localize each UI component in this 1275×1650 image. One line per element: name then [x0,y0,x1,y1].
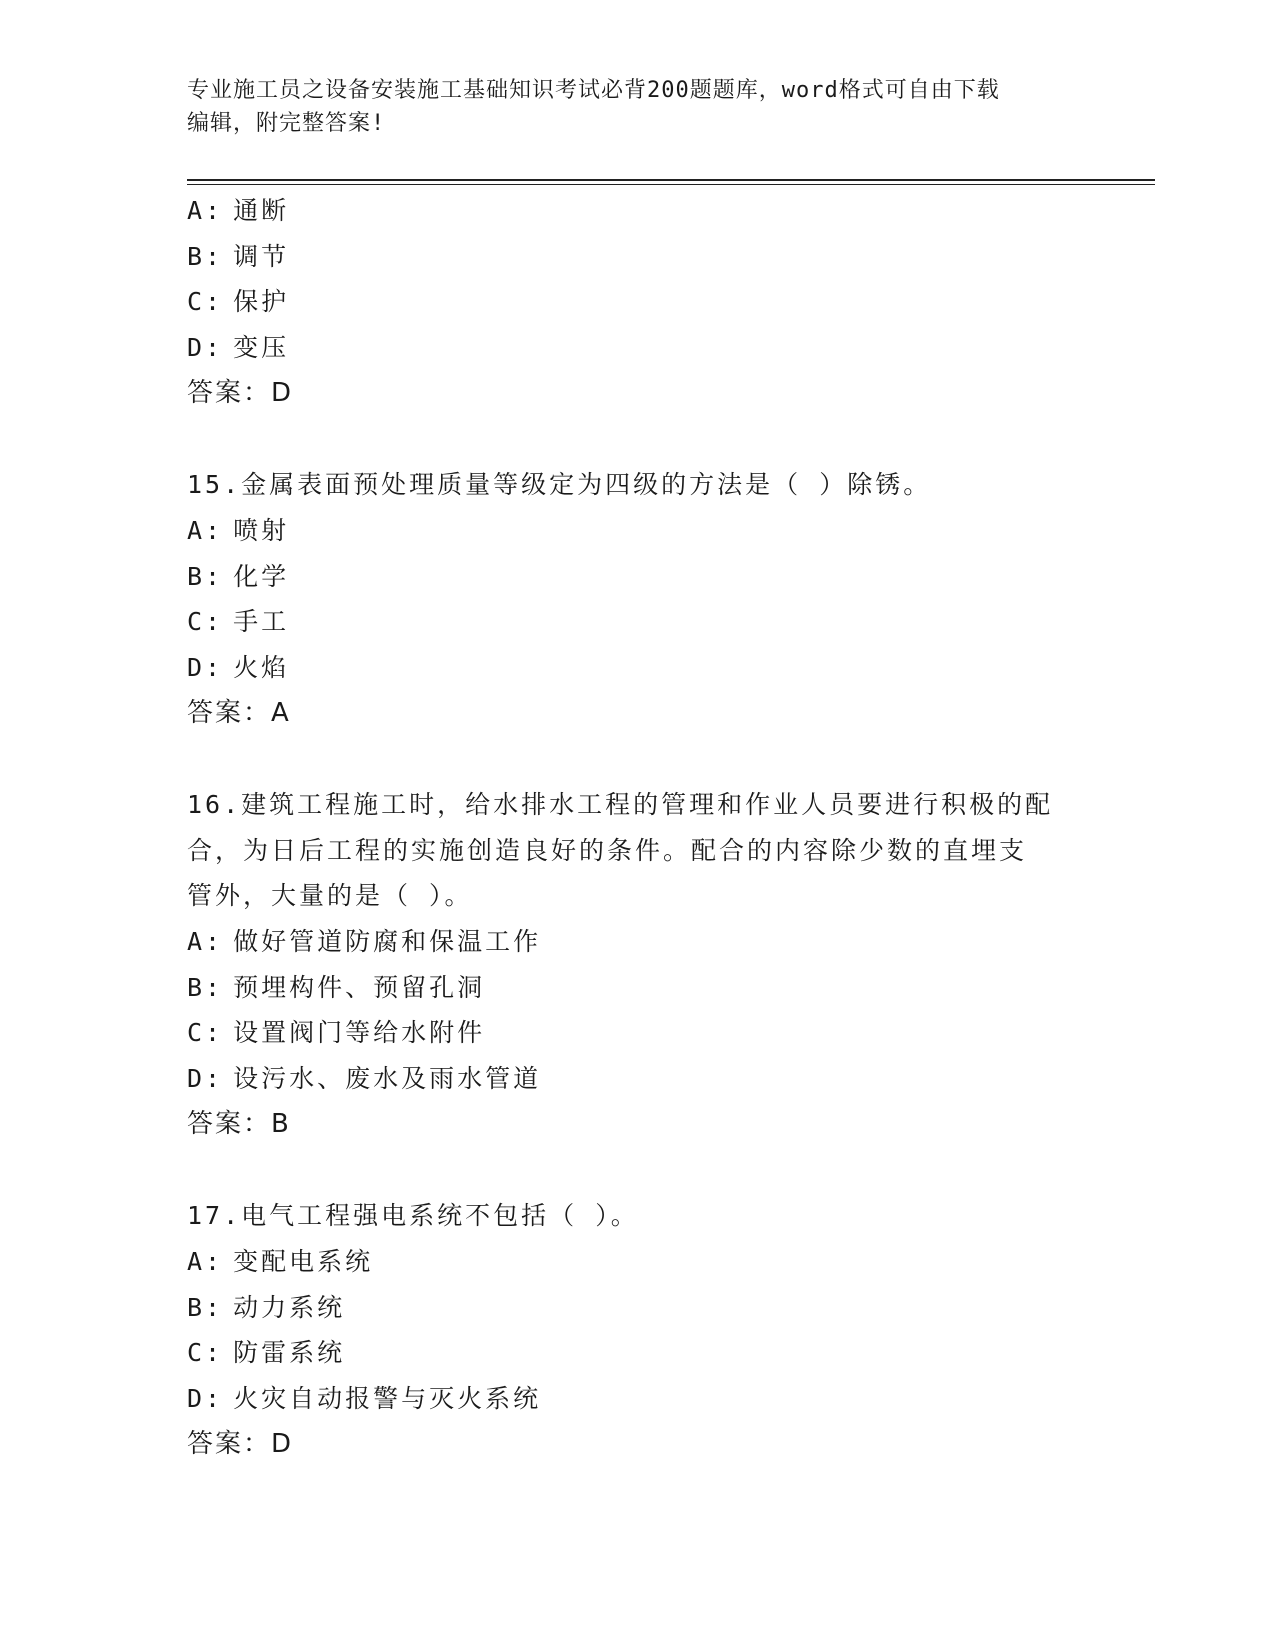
option-b: B: 动力系统 [187,1292,346,1322]
spacer [187,736,1087,782]
question-stem: 17.电气工程强电系统不包括（ ）。 [187,1201,639,1231]
option-b: B: 调节 [187,241,290,271]
header-divider-thick [187,179,1155,181]
question-14 [187,188,1087,416]
answer-line: 答案：A [187,697,291,728]
option-b: B: 化学 [187,561,290,591]
option-c: C: 防雷系统 [187,1338,346,1368]
question-stem-line: 管外，大量的是（ ）。 [187,881,473,911]
option-a: A: 通断 [187,196,290,225]
question-15 [187,462,1087,736]
option-d: D: 火灾自动报警与灭火系统 [187,1383,542,1413]
option-c: C: 设置阀门等给水附件 [187,1018,486,1048]
question-stem-line: 16.建筑工程施工时，给水排水工程的管理和作业人员要进行积极的配 [187,789,1054,819]
spacer [187,1148,1087,1194]
option-b: B: 预埋构件、预留孔洞 [187,972,486,1002]
question-17 [187,1193,1087,1467]
header-divider-thin [187,184,1155,185]
option-c: C: 手工 [187,607,290,637]
document-header [187,74,1067,140]
option-d: D: 设污水、废水及雨水管道 [187,1064,542,1094]
option-a: A: 变配电系统 [187,1246,374,1276]
answer-line: 答案：D [187,377,294,408]
answer-line: 答案：B [187,1108,291,1139]
header-line-2: 编辑，附完整答案! [187,111,386,136]
option-c: C: 保护 [187,287,290,317]
question-stem-line: 合，为日后工程的实施创造良好的条件。配合的内容除少数的直埋支 [187,835,1028,865]
option-a: A: 做好管道防腐和保温工作 [187,927,542,957]
spacer [187,416,1087,462]
option-a: A: 喷射 [187,515,290,545]
header-line-1: 专业施工员之设备安装施工基础知识考试必背200题题库，word格式可自由下载 [187,78,1000,103]
question-stem: 15.金属表面预处理质量等级定为四级的方法是（ ）除锈。 [187,470,932,500]
option-d: D: 火焰 [187,652,290,682]
option-d: D: 变压 [187,333,290,363]
question-16 [187,782,1087,1148]
question-list [187,188,1087,1467]
question-stem [187,782,1067,919]
answer-line: 答案：D [187,1428,294,1459]
